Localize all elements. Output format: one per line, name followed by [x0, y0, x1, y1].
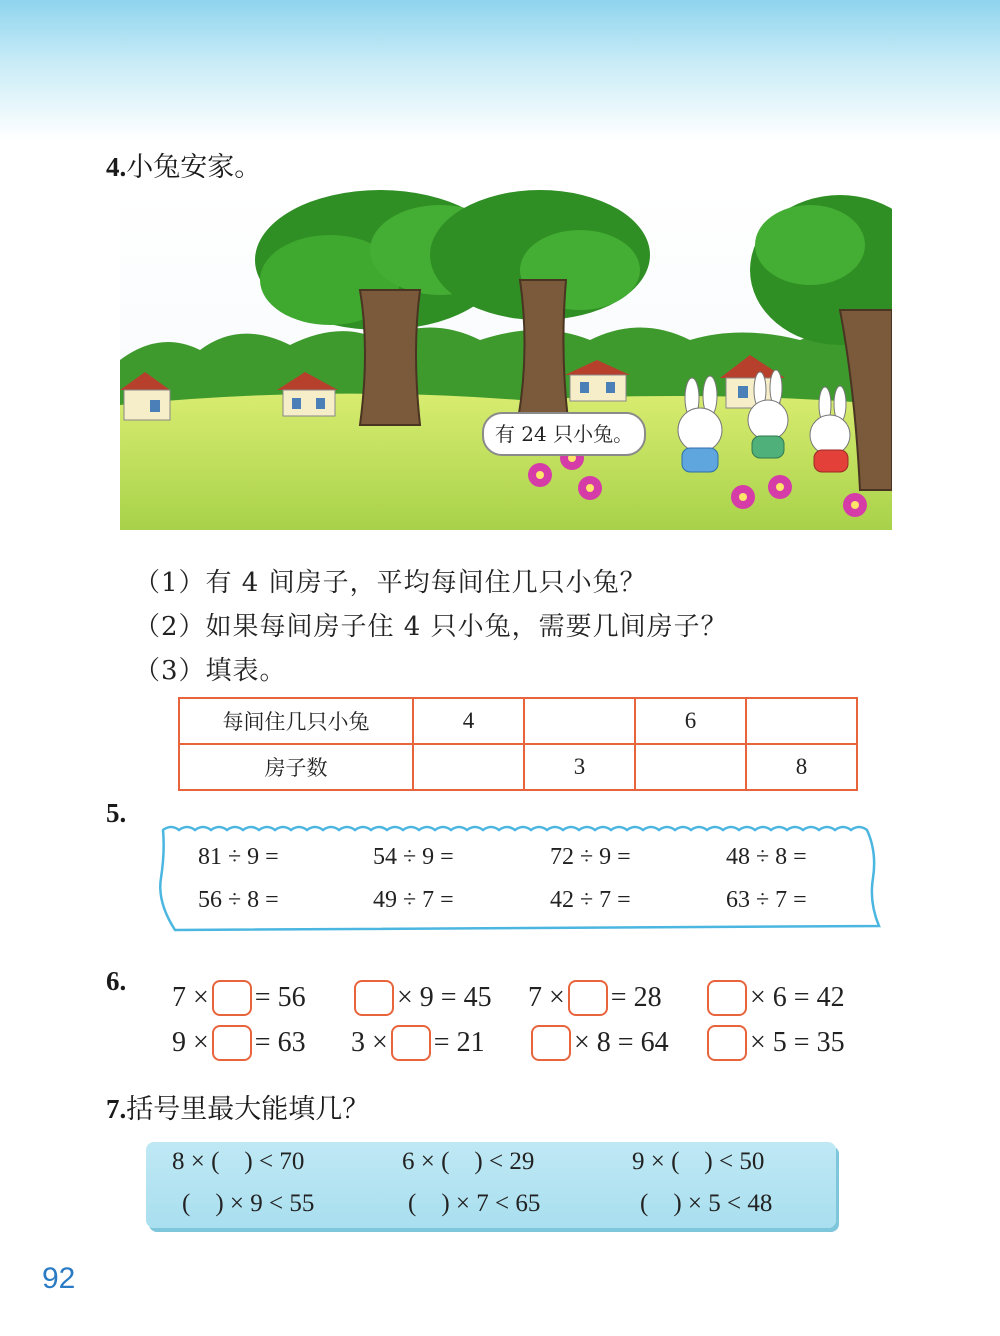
multiplication-item: × 5 = 35 [704, 1025, 845, 1061]
fill-in-table [178, 697, 858, 791]
multiplication-item: 9 × = 63 [172, 1025, 306, 1061]
rabbit-scene-illustration [120, 190, 892, 530]
multiplication-item: × 6 = 42 [704, 980, 845, 1016]
table-cell[interactable]: 8 [746, 744, 857, 790]
speech-bubble: 有 24 只小兔。 [482, 412, 646, 456]
q7-number: 7. [106, 1094, 127, 1124]
division-item: 49 ÷ 7 = [373, 887, 454, 913]
q4-heading [106, 145, 261, 184]
table-cell[interactable]: 4 [413, 698, 524, 744]
inequality-item: 9 × ( ) < 50 [632, 1148, 765, 1175]
answer-box[interactable] [391, 1025, 431, 1061]
answer-box[interactable] [707, 1025, 747, 1061]
row-header-house-count: 房子数 [179, 744, 413, 790]
division-item: 63 ÷ 7 = [726, 887, 807, 913]
answer-box[interactable] [531, 1025, 571, 1061]
table-cell[interactable] [635, 744, 746, 790]
table-row [179, 698, 857, 744]
multiplication-item: 3 × = 21 [351, 1025, 485, 1061]
answer-box[interactable] [568, 980, 608, 1016]
multiplication-item: 7 × = 56 [172, 980, 306, 1016]
table-cell[interactable]: 6 [635, 698, 746, 744]
q5-scroll-box [155, 822, 883, 934]
inequality-item: ( ) × 9 < 55 [182, 1190, 315, 1217]
q5-number: 5. [106, 798, 127, 828]
multiplication-item: 7 × = 28 [528, 980, 662, 1016]
q4-subquestion-3: （3）填表。 [134, 656, 287, 686]
q4-title: 小兔安家。 [126, 152, 262, 183]
answer-box[interactable] [707, 980, 747, 1016]
answer-box[interactable] [212, 980, 252, 1016]
division-item: 48 ÷ 8 = [726, 844, 807, 870]
q4-subquestion-2: （2）如果每间房子住 4 只小兔，需要几间房子？ [134, 612, 728, 642]
q7-title: 括号里最大能填几？ [126, 1094, 370, 1125]
division-item: 72 ÷ 9 = [550, 844, 631, 870]
division-item: 42 ÷ 7 = [550, 887, 631, 913]
q5-heading [106, 798, 126, 829]
q4-subquestion-1: （1）有 4 间房子，平均每间住几只小兔？ [134, 568, 647, 598]
scroll-frame [155, 822, 883, 934]
header-band [0, 0, 1000, 140]
inequality-item: 6 × ( ) < 29 [402, 1148, 535, 1175]
meadow-illustration [120, 190, 892, 530]
table-cell[interactable] [524, 698, 635, 744]
q6-heading [106, 966, 126, 997]
answer-box[interactable] [212, 1025, 252, 1061]
multiplication-item: × 9 = 45 [351, 980, 492, 1016]
table-cell[interactable] [413, 744, 524, 790]
inequality-item: ( ) × 7 < 65 [408, 1190, 541, 1217]
row-header-rabbits-per-house: 每间住几只小兔 [179, 698, 413, 744]
inequality-item: ( ) × 5 < 48 [640, 1190, 773, 1217]
q6-number: 6. [106, 966, 127, 996]
page-number: 92 [42, 1262, 76, 1295]
q7-box [146, 1142, 836, 1228]
division-item: 54 ÷ 9 = [373, 844, 454, 870]
division-item: 81 ÷ 9 = [198, 844, 279, 870]
table-row [179, 744, 857, 790]
answer-box[interactable] [354, 980, 394, 1016]
q4-number: 4. [106, 152, 127, 182]
table-cell[interactable]: 3 [524, 744, 635, 790]
inequality-item: 8 × ( ) < 70 [172, 1148, 305, 1175]
table-cell[interactable] [746, 698, 857, 744]
q7-heading [106, 1087, 369, 1126]
division-item: 56 ÷ 8 = [198, 887, 279, 913]
multiplication-item: × 8 = 64 [528, 1025, 669, 1061]
